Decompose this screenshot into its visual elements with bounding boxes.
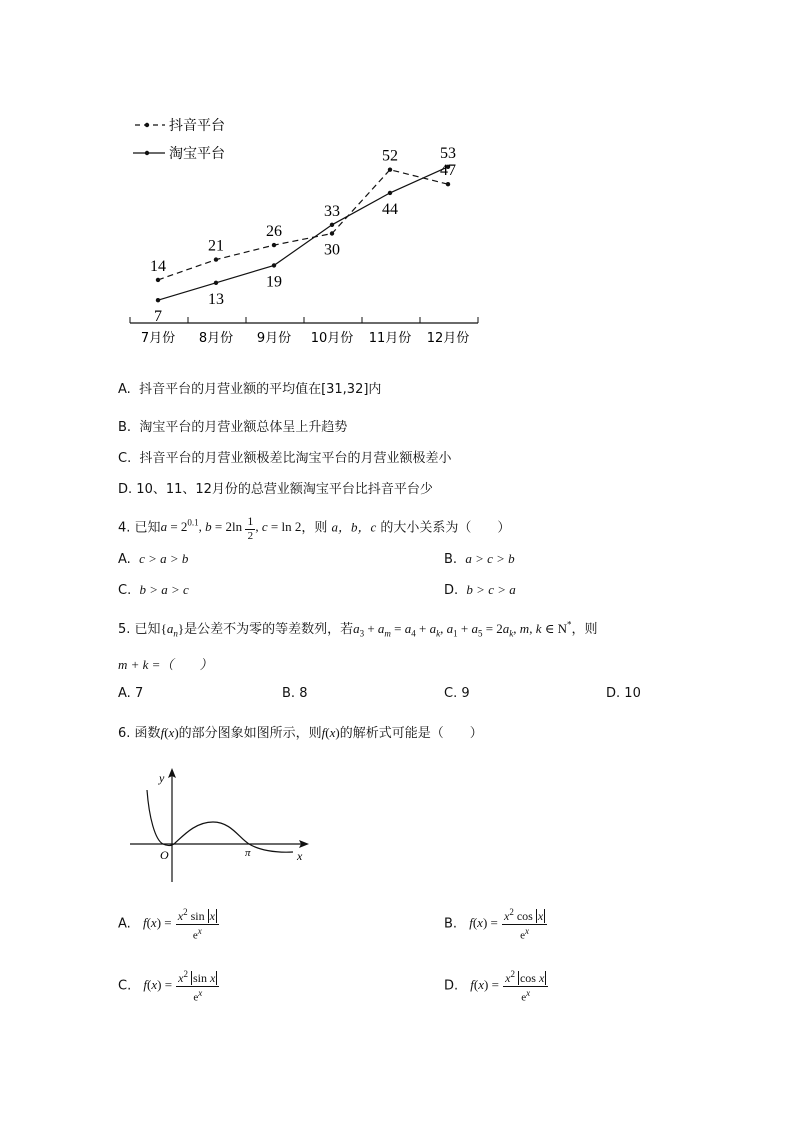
q3-option-b[interactable]: B. 淘宝平台的月营业额总体呈上升趋势 bbox=[118, 420, 348, 435]
q4-formula: $a = 2^{0.1}$, b = 2ln $\frac{1}{2}$ , c = ln 2 bbox=[160, 513, 302, 542]
data-label-taobao: 7 bbox=[154, 308, 162, 326]
q6-option-d[interactable]: D. f(x) = $\frac{x^2 \cos x}{e^x}$ bbox=[444, 967, 548, 1017]
q6-option-b[interactable]: B. f(x) = $\frac{x^2 \cos x}{e^x}$ bbox=[444, 905, 547, 955]
q5-line2: m + k =（ ） bbox=[118, 657, 213, 672]
x-tick-label: 8月份 bbox=[198, 331, 234, 346]
data-label-douyin: 14 bbox=[150, 257, 166, 275]
x-tick-label: 9月份 bbox=[256, 331, 292, 346]
q5-formula: $a_3 + a_m = a_4 + a_k$, $a_1 + a_5 = 2a_k$, m, k ∈ N* bbox=[353, 619, 572, 639]
q4-option-d[interactable]: D. b > c > a bbox=[444, 582, 516, 598]
x-tick-label: 12月份 bbox=[426, 331, 470, 346]
line-chart bbox=[0, 0, 794, 360]
function-graph bbox=[125, 762, 325, 887]
data-label-taobao: 44 bbox=[382, 200, 398, 218]
q4-option-b[interactable]: B. a > c > b bbox=[444, 551, 515, 567]
data-point-douyin bbox=[156, 278, 160, 282]
q6-stem: 6. 函数f(x)的部分图象如图所示，则f(x)的解析式可能是（ ） bbox=[118, 725, 483, 741]
q5-option-b[interactable]: B. 8 bbox=[282, 686, 308, 701]
graph-curve bbox=[147, 790, 293, 852]
data-point-taobao bbox=[214, 281, 218, 285]
data-label-taobao: 53 bbox=[440, 144, 456, 162]
x-tick-label: 11月份 bbox=[368, 331, 412, 346]
q3-option-d[interactable]: D. 10、11、12月份的总营业额淘宝平台比抖音平台少 bbox=[118, 482, 433, 497]
data-point-taobao bbox=[272, 263, 276, 267]
data-label-douyin: 30 bbox=[324, 241, 340, 259]
q3-option-c[interactable]: C. 抖音平台的月营业额极差比淘宝平台的月营业额极差小 bbox=[118, 451, 452, 466]
data-label-taobao: 19 bbox=[266, 273, 282, 291]
chart-legend bbox=[133, 117, 225, 162]
data-label-douyin: 26 bbox=[266, 223, 282, 241]
q6-c-fraction: $\frac{x^2 \sin x}{e^x}$ bbox=[176, 967, 219, 1005]
q5-seq: $\{a_n\}$ bbox=[160, 621, 185, 639]
data-label-douyin: 47 bbox=[440, 162, 456, 180]
q6-a-fraction: $\frac{x^2 \sin x}{e^x}$ bbox=[176, 905, 219, 943]
legend-douyin-label: 抖音平台 bbox=[169, 118, 225, 134]
graph-label-origin: O bbox=[160, 848, 169, 862]
graph-label-y: y bbox=[159, 771, 165, 785]
data-label-douyin: 52 bbox=[382, 147, 398, 165]
data-point-taobao bbox=[388, 191, 392, 195]
q4-option-a[interactable]: A. c > a > b bbox=[118, 551, 189, 567]
series-line-taobao bbox=[158, 167, 448, 300]
graph-label-x: x bbox=[297, 849, 303, 863]
q6-d-fraction: $\frac{x^2 \cos x}{e^x}$ bbox=[503, 967, 548, 1005]
data-point-douyin bbox=[388, 168, 392, 172]
data-point-douyin bbox=[330, 231, 334, 235]
x-tick-label: 7月份 bbox=[140, 331, 176, 346]
q5-option-d[interactable]: D. 10 bbox=[606, 686, 641, 701]
q6-option-a[interactable]: A. f(x) = $\frac{x^2 \sin x}{e^x}$ bbox=[118, 905, 219, 955]
data-label-taobao: 13 bbox=[208, 290, 224, 308]
data-point-taobao bbox=[156, 298, 160, 302]
data-point-taobao bbox=[330, 223, 334, 227]
q4-stem: 4. 已知$a = 2^{0.1}$, b = 2ln $\frac{1}{2}$ , c = ln 2，则 a，b，c 的大小关系为（ ） bbox=[118, 513, 511, 542]
q3-option-a[interactable]: A. 抖音平台的月营业额的平均值在[31,32]内 bbox=[118, 382, 382, 397]
q5-option-a[interactable]: A. 7 bbox=[118, 686, 144, 701]
q5-option-c[interactable]: C. 9 bbox=[444, 686, 470, 701]
q6-option-c[interactable]: C. f(x) = $\frac{x^2 \sin x}{e^x}$ bbox=[118, 967, 219, 1017]
data-point-douyin bbox=[446, 182, 450, 186]
graph-label-pi: π bbox=[245, 847, 251, 859]
data-label-taobao: 33 bbox=[324, 202, 340, 220]
x-tick-label: 10月份 bbox=[310, 331, 354, 346]
data-point-douyin bbox=[214, 257, 218, 261]
data-point-douyin bbox=[272, 243, 276, 247]
legend-taobao-label: 淘宝平台 bbox=[169, 146, 225, 162]
q6-b-fraction: $\frac{x^2 \cos x}{e^x}$ bbox=[502, 905, 547, 943]
data-label-douyin: 21 bbox=[208, 237, 224, 255]
q4-option-c[interactable]: C. b > a > c bbox=[118, 582, 189, 598]
q5-stem: 5. 已知$\{a_n\}$是公差不为零的等差数列，若$a_3 + a_m = a_4 + a_k$, $a_1 + a_5 = 2a_k$, m, k ∈ N*，则 bbox=[118, 619, 598, 639]
